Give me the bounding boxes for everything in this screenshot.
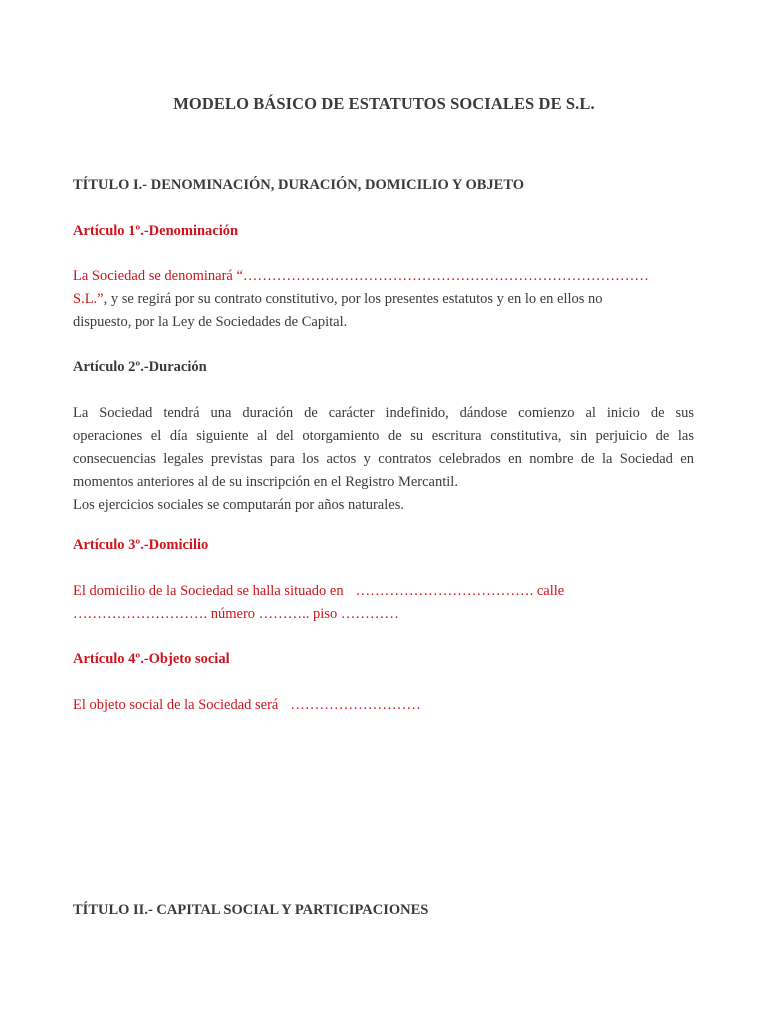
article-2-line-4: momentos anteriores al de su inscripción en el Registro Mercantil.	[73, 474, 458, 490]
article-1-sl-text: S.L.”	[73, 291, 104, 307]
article-3-line-2: ………………………. número ……….. piso …………	[73, 606, 399, 622]
article-4-body	[73, 694, 694, 717]
article-1-line-2	[73, 288, 694, 311]
article-2-line-2: operaciones el día siguiente al del otorgamiento de su escritura constitutiva, sin perjuicio de las	[73, 428, 694, 444]
article-4-heading: Artículo 4º.-Objeto social	[73, 651, 230, 667]
article-2-heading: Artículo 2º.-Duración	[73, 359, 207, 375]
article-1-heading: Artículo 1º.-Denominación	[73, 223, 239, 239]
article-2-line-5: Los ejercicios sociales se computarán por años naturales.	[73, 497, 404, 513]
article-3-line-1	[73, 580, 694, 603]
article-3-heading: Artículo 3º.-Domicilio	[73, 537, 209, 553]
article-3-domicilio-text: El domicilio de la Sociedad se halla situado en	[73, 583, 344, 599]
article-2-line-1: La Sociedad tendrá una duración de carácter indefinido, dándose comienzo al inicio de sus	[73, 405, 694, 421]
article-1-body	[73, 265, 694, 334]
article-1-line-3: dispuesto, por la Ley de Sociedades de Capital.	[73, 314, 348, 330]
titulo-1-heading: TÍTULO I.- DENOMINACIÓN, DURACIÓN, DOMICILIO Y OBJETO	[73, 177, 525, 193]
article-3-calle-blank: ………………………………. calle	[355, 583, 565, 599]
article-2-body	[73, 402, 694, 517]
article-1-line-1: La Sociedad se denominará “…………………………………………………………………………	[73, 268, 649, 284]
titulo-2-heading: TÍTULO II.- CAPITAL SOCIAL Y PARTICIPACIONES	[73, 902, 429, 918]
document-title: MODELO BÁSICO DE ESTATUTOS SOCIALES DE S.L.	[173, 94, 595, 113]
article-4-objeto-blank: ………………………	[290, 697, 421, 713]
article-4-line-1	[73, 694, 694, 717]
article-4-objeto-text: El objeto social de la Sociedad será	[73, 697, 279, 713]
article-3-body	[73, 580, 694, 626]
article-1-line-2-rest: , y se regirá por su contrato constitutivo, por los presentes estatutos y en lo en ellos no	[103, 291, 603, 307]
article-2-line-3: consecuencias legales previstas para los actos y contratos celebrados en nombre de la Sociedad en	[73, 451, 694, 467]
